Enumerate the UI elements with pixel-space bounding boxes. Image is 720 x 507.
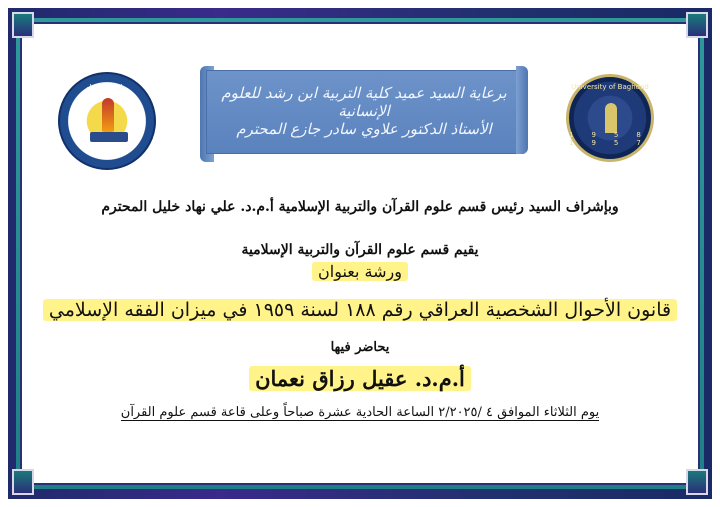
lecturer-name-text: أ.م.د. عقيل رزاق نعمان xyxy=(249,366,471,391)
college-logo-text: جامعة بغداد xyxy=(85,84,129,94)
logo-ring-text: University of Baghdad xyxy=(571,83,649,91)
workshop-title xyxy=(40,299,680,321)
organizer-line: يقيم قسم علوم القرآن والتربية الإسلامية xyxy=(241,242,479,258)
open-book-icon xyxy=(90,132,128,142)
supervision-line: وبإشراف السيد رئيس قسم علوم القرآن والتربية الإسلامية أ.م.د. علي نهاد خليل المحترم xyxy=(101,199,619,215)
workshop-label xyxy=(200,262,520,281)
banner-patron-line: برعاية السيد عميد كلية التربية ابن رشد للعلوم الإنسانية xyxy=(221,84,507,120)
lecturer-intro: يحاضر فيها xyxy=(330,340,390,355)
schedule-line xyxy=(40,405,680,420)
torch-flame-icon xyxy=(102,98,114,132)
lecturer-name xyxy=(200,366,520,391)
corner-ornament-icon xyxy=(12,469,34,495)
college-logo-icon xyxy=(58,72,156,170)
workshop-label-text: ورشة بعنوان xyxy=(312,262,408,281)
schedule-text: يوم الثلاثاء الموافق ٤ /٢/٢٠٢٥ الساعة الحادية عشرة صباحاً وعلى قاعة قسم علوم القرآن xyxy=(120,405,600,420)
university-of-baghdad-logo-icon xyxy=(566,74,659,162)
workshop-title-text: قانون الأحوال الشخصية العراقي رقم ١٨٨ لسنة ١٩٥٩ في ميزان الفقه الإسلامي xyxy=(43,299,677,321)
corner-ornament-icon xyxy=(12,12,34,38)
logo-tower-icon xyxy=(605,103,617,133)
banner-scroll-right xyxy=(516,66,528,154)
patronage-banner xyxy=(200,66,528,162)
corner-ornament-icon xyxy=(686,12,708,38)
corner-ornament-icon xyxy=(686,469,708,495)
logo-years: 1958 1957 xyxy=(569,131,659,147)
banner-patron-name: الأستاذ الدكتور علاوي سادر جازع المحترم xyxy=(236,120,492,138)
